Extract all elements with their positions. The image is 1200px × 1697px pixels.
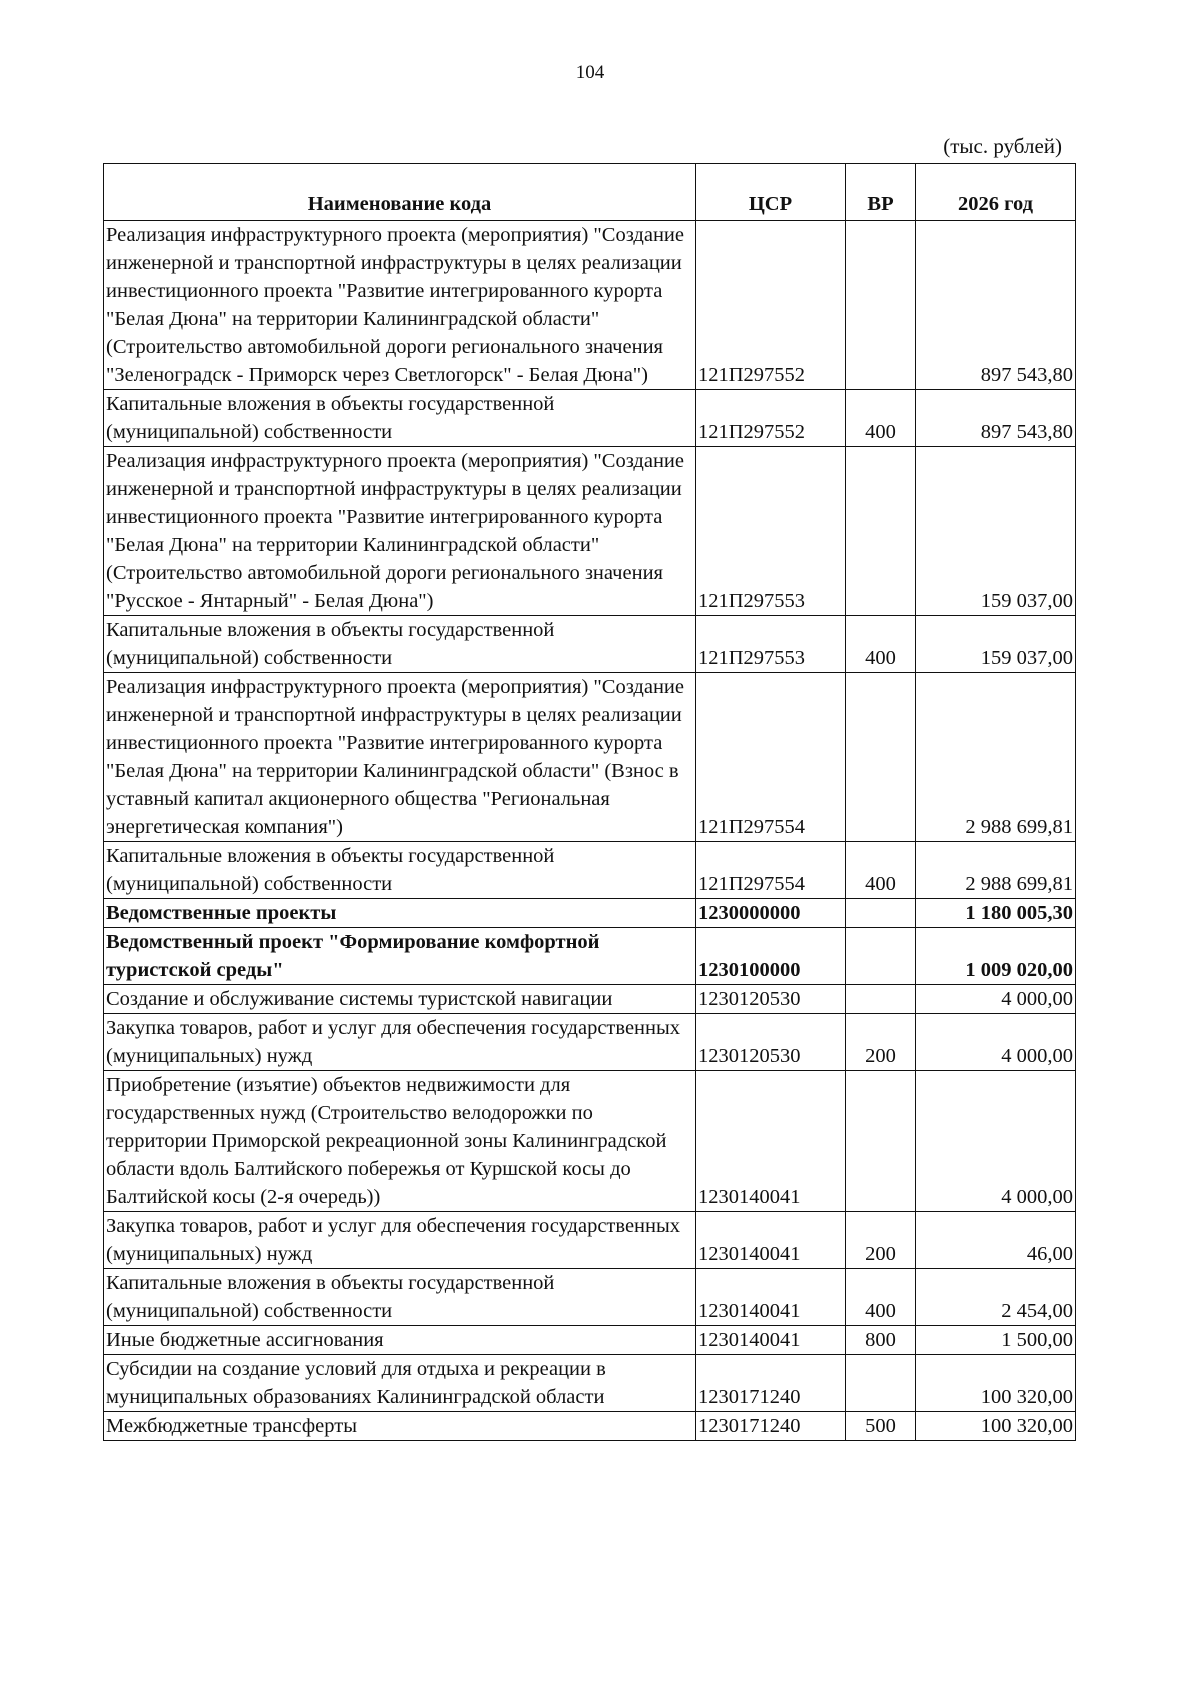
table-row <box>104 616 1076 673</box>
cell-csr: 121П297552 <box>696 221 846 390</box>
cell-name: Реализация инфраструктурного проекта (мероприятия) "Создание инженерной и транспортной инфраструктуры в целях реализации инвестиционного проекта "Развитие интегрированного курорта "Белая Дюна" на территории Калининградской области" (Строительство автомобильной дороги регионального значения "Русское - Янтарный" - Белая Дюна") <box>104 447 696 616</box>
cell-sum: 159 037,00 <box>916 447 1076 616</box>
table-row <box>104 1326 1076 1355</box>
cell-csr: 1230140041 <box>696 1071 846 1212</box>
budget-table <box>103 163 1076 1441</box>
table-row <box>104 899 1076 928</box>
cell-name: Капитальные вложения в объекты государственной (муниципальной) собственности <box>104 390 696 447</box>
cell-sum: 1 009 020,00 <box>916 928 1076 985</box>
cell-name: Капитальные вложения в объекты государственной (муниципальной) собственности <box>104 1269 696 1326</box>
cell-vr: 200 <box>846 1014 916 1071</box>
cell-name: Реализация инфраструктурного проекта (мероприятия) "Создание инженерной и транспортной инфраструктуры в целях реализации инвестиционного проекта "Развитие интегрированного курорта "Белая Дюна" на территории Калининградской области" (Взнос в уставный капитал акционерного общества "Региональная энергетическая компания") <box>104 673 696 842</box>
table-row <box>104 1412 1076 1441</box>
cell-vr: 400 <box>846 1269 916 1326</box>
table-row <box>104 928 1076 985</box>
cell-vr <box>846 1355 916 1412</box>
cell-name: Реализация инфраструктурного проекта (мероприятия) "Создание инженерной и транспортной инфраструктуры в целях реализации инвестиционного проекта "Развитие интегрированного курорта "Белая Дюна" на территории Калининградской области" (Строительство автомобильной дороги регионального значения "Зеленоградск - Приморск через Светлогорск" - Белая Дюна") <box>104 221 696 390</box>
cell-csr: 121П297553 <box>696 447 846 616</box>
header-csr: ЦСР <box>696 164 846 221</box>
cell-sum: 2 988 699,81 <box>916 673 1076 842</box>
table-header-row <box>104 164 1076 221</box>
cell-sum: 100 320,00 <box>916 1355 1076 1412</box>
cell-sum: 4 000,00 <box>916 985 1076 1014</box>
table-row <box>104 1014 1076 1071</box>
cell-vr <box>846 673 916 842</box>
cell-name: Капитальные вложения в объекты государственной (муниципальной) собственности <box>104 616 696 673</box>
cell-csr: 1230140041 <box>696 1212 846 1269</box>
cell-sum: 1 180 005,30 <box>916 899 1076 928</box>
table-row <box>104 985 1076 1014</box>
cell-name: Ведомственные проекты <box>104 899 696 928</box>
cell-csr: 121П297552 <box>696 390 846 447</box>
cell-name: Закупка товаров, работ и услуг для обеспечения государственных (муниципальных) нужд <box>104 1014 696 1071</box>
table-row <box>104 390 1076 447</box>
header-year: 2026 год <box>916 164 1076 221</box>
cell-csr: 1230120530 <box>696 985 846 1014</box>
cell-name: Субсидии на создание условий для отдыха и рекреации в муниципальных образованиях Калининградской области <box>104 1355 696 1412</box>
cell-csr: 1230100000 <box>696 928 846 985</box>
cell-sum: 100 320,00 <box>916 1412 1076 1441</box>
page-number: 104 <box>575 62 605 83</box>
cell-name: Приобретение (изъятие) объектов недвижимости для государственных нужд (Строительство велодорожки по территории Приморской рекреационной зоны Калининградской области вдоль Балтийского побережья от Куршской косы до Балтийской косы (2-я очередь)) <box>104 1071 696 1212</box>
table-row <box>104 842 1076 899</box>
cell-name: Межбюджетные трансферты <box>104 1412 696 1441</box>
cell-sum: 46,00 <box>916 1212 1076 1269</box>
table-row <box>104 1269 1076 1326</box>
cell-name: Иные бюджетные ассигнования <box>104 1326 696 1355</box>
cell-vr: 200 <box>846 1212 916 1269</box>
header-vr: ВР <box>846 164 916 221</box>
table-row <box>104 221 1076 390</box>
cell-vr: 500 <box>846 1412 916 1441</box>
cell-sum: 4 000,00 <box>916 1014 1076 1071</box>
cell-sum: 159 037,00 <box>916 616 1076 673</box>
cell-sum: 2 988 699,81 <box>916 842 1076 899</box>
cell-csr: 121П297553 <box>696 616 846 673</box>
header-name: Наименование кода <box>104 164 696 221</box>
cell-vr <box>846 221 916 390</box>
cell-sum: 1 500,00 <box>916 1326 1076 1355</box>
cell-vr: 400 <box>846 390 916 447</box>
units-note: (тыс. рублей) <box>943 134 1062 158</box>
cell-csr: 121П297554 <box>696 673 846 842</box>
cell-csr: 1230171240 <box>696 1412 846 1441</box>
cell-name: Капитальные вложения в объекты государственной (муниципальной) собственности <box>104 842 696 899</box>
cell-vr: 800 <box>846 1326 916 1355</box>
table-body <box>104 221 1076 1441</box>
cell-vr <box>846 928 916 985</box>
table-row <box>104 1355 1076 1412</box>
cell-vr <box>846 985 916 1014</box>
cell-csr: 121П297554 <box>696 842 846 899</box>
cell-csr: 1230140041 <box>696 1326 846 1355</box>
table-row <box>104 447 1076 616</box>
cell-name: Ведомственный проект "Формирование комфортной туристской среды" <box>104 928 696 985</box>
cell-vr <box>846 1071 916 1212</box>
cell-vr: 400 <box>846 842 916 899</box>
cell-csr: 1230000000 <box>696 899 846 928</box>
cell-csr: 1230140041 <box>696 1269 846 1326</box>
cell-vr: 400 <box>846 616 916 673</box>
cell-csr: 1230171240 <box>696 1355 846 1412</box>
cell-vr <box>846 447 916 616</box>
table-row <box>104 1212 1076 1269</box>
cell-csr: 1230120530 <box>696 1014 846 1071</box>
cell-sum: 897 543,80 <box>916 390 1076 447</box>
cell-sum: 4 000,00 <box>916 1071 1076 1212</box>
cell-vr <box>846 899 916 928</box>
table-row <box>104 1071 1076 1212</box>
table-row <box>104 673 1076 842</box>
cell-sum: 897 543,80 <box>916 221 1076 390</box>
cell-sum: 2 454,00 <box>916 1269 1076 1326</box>
cell-name: Закупка товаров, работ и услуг для обеспечения государственных (муниципальных) нужд <box>104 1212 696 1269</box>
cell-name: Создание и обслуживание системы туристской навигации <box>104 985 696 1014</box>
